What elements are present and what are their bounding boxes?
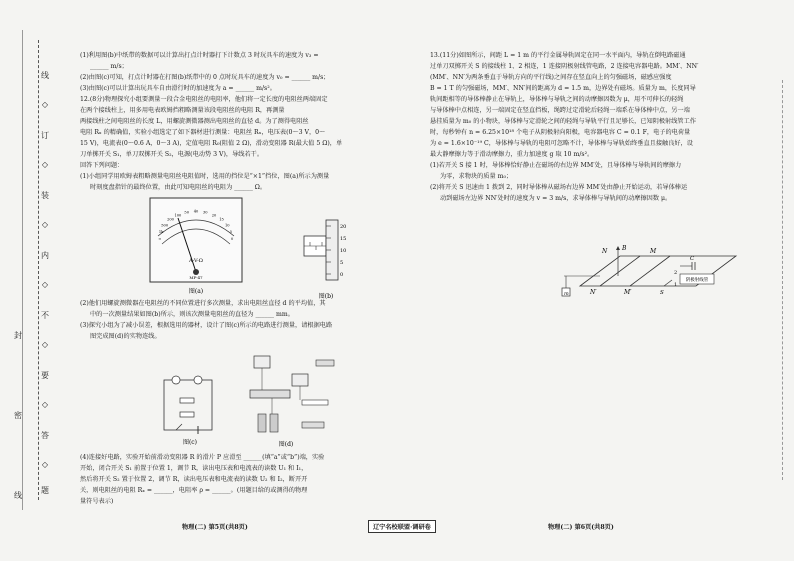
text-line: (1)小组同学用欧姆表粗略测量电阻丝电阻值时，选用的挡位是“×1”挡位，图(a)所示为测量 xyxy=(80,173,330,180)
ohm-tick-label: 100 xyxy=(174,213,182,218)
label-B: B xyxy=(622,245,627,252)
switch-icon xyxy=(176,424,182,430)
text-line: 回答下列问题： xyxy=(80,162,124,169)
battery-device xyxy=(270,414,278,432)
battery-device xyxy=(258,414,266,432)
binding-line xyxy=(38,40,39,500)
switch-s2-device xyxy=(316,360,334,366)
label-Mp: M′ xyxy=(624,289,632,296)
ohm-tick-label: 500 xyxy=(161,223,169,228)
text-line: (3)探究小组为了减小误差，根据选用的器材，设计了图(c)所示的电路进行测量，请根据电路 xyxy=(80,322,333,329)
figure-a-multimeter xyxy=(148,196,244,296)
text-line: (3)由图(c)可以计算出玩具车自由滑行时的加速度为 a = ______ m/s²。 xyxy=(80,85,276,92)
figure-c-circuit xyxy=(158,374,222,446)
outer-line xyxy=(22,30,23,510)
label-1: 1 xyxy=(674,282,678,288)
diamond-icon: ◇ xyxy=(41,340,49,349)
text-line: 12.(8分)物理探究小组要测量一段合金电阻丝的电阻率，他们将一定长度的电阻丝两端固定 xyxy=(80,96,328,103)
text-line: 刀单掷开关 S₁，单刀双掷开关 S₂，电源(电动势 3 V)，导线若干。 xyxy=(80,151,264,158)
ohm-tick-label: 200 xyxy=(167,217,174,222)
meter-model-label: MF-47 xyxy=(189,275,203,280)
label-N: N xyxy=(602,248,608,255)
label-2: 2 xyxy=(674,270,678,276)
resistor-r0-icon xyxy=(180,412,194,417)
text-line: 量符号表示) xyxy=(80,498,114,505)
nn-boundary xyxy=(600,256,640,286)
label-Np: N′ xyxy=(590,289,597,296)
left-column xyxy=(80,50,410,193)
switch-S-icon xyxy=(664,280,672,286)
diamond-icon: ◇ xyxy=(41,220,49,229)
text-line: 两接线柱之间电阻丝的长度 L，用螺旋测微器测出电阻丝的直径 d。为了测得电阻丝 xyxy=(80,118,309,125)
footer-page-right: 物理(二) 第6页(共8页) xyxy=(548,524,614,531)
text-line: (MM′、NN′为两条垂直于导轨方向的平行线)之间存在竖直向上的匀强磁场，磁感应强度 xyxy=(430,74,672,81)
text-line: 图完成图(d)的实物连线。 xyxy=(90,333,161,340)
ohm-tick-label: 20 xyxy=(211,213,217,218)
ammeter-icon xyxy=(194,376,202,384)
binding-char: 装 xyxy=(41,191,49,200)
resistor-rx-icon xyxy=(180,398,194,403)
label-M: M xyxy=(650,248,657,255)
right-column xyxy=(430,50,750,204)
diamond-icon: ◇ xyxy=(41,100,49,109)
text-line: ______ m/s； xyxy=(90,63,128,70)
left-column-part2 xyxy=(80,298,410,342)
outer-char: 线 xyxy=(14,491,22,500)
tube-label: 阴极射线管 xyxy=(685,278,709,283)
text-line: 为零，求物块的质量 m₀； xyxy=(440,173,513,180)
footer-page-left: 物理(二) 第5页(共8页) xyxy=(182,524,248,531)
text-line: (2)他们用螺旋测微器在电阻丝的不同位置进行多次测量，求出电阻丝直径 d 的平均值，其 xyxy=(80,300,326,307)
resistor-device xyxy=(302,400,328,405)
label-C: C xyxy=(690,256,695,262)
outer-char: 封 xyxy=(14,331,22,340)
fig-a-caption: 图(a) xyxy=(188,288,204,295)
binding-char: 不 xyxy=(41,311,49,320)
left-column-part3 xyxy=(80,452,410,507)
figure-b-micrometer xyxy=(298,214,354,300)
thimble-tick-label: 0 xyxy=(340,272,344,278)
binding-char: 答 xyxy=(41,431,49,440)
ohm-tick-label: 1k xyxy=(158,229,164,234)
ohm-tick-label: 10 xyxy=(225,223,230,228)
diamond-icon: ◇ xyxy=(41,400,49,409)
text-line: 电阻 Rₓ 的精确值，实验小组选定了如下器材进行测量：电阻丝 Rₓ，电压表(0～3 V，0～ xyxy=(80,129,326,136)
text-line: 在两个接线柱上，用多用电表欧姆挡粗略测量该段电阻丝的电阻 R，再测量 xyxy=(80,107,285,114)
meter-unit-label: A-V-Ω xyxy=(189,258,203,264)
voltmeter-device xyxy=(254,356,270,368)
thimble-tick-label: 5 xyxy=(340,260,344,266)
text-line: (1)若开关 S 接 1 时，导体棒恰好静止在磁场的右边界 MM′处，且导体棒与导轨间的摩擦力 xyxy=(430,162,682,169)
text-line: 中的一次测量结果如图(b)所示，则该次测量电阻丝的直径为 ______ mm。 xyxy=(90,311,294,318)
text-line: 13.(11分)如图所示，间距 L = 1 m 的平行金属导轨固定在同一水平面内，导轨在倒电路磁通 xyxy=(430,52,686,59)
ohm-tick-label: 40 xyxy=(193,209,199,214)
text-line: 轨间距相等的导体棒静止在导轨上，导体棒与导轨之间的动摩擦因数为 μ，用不可伸长的轻绳 xyxy=(430,96,684,103)
text-line: (4)连接好电路，实验开始前滑动变阻器 R 的滑片 P 应滑至 ______(填“a”或“b”)端，实验 xyxy=(80,454,325,461)
figure-d-apparatus xyxy=(236,352,336,450)
ohm-tick-label: 5 xyxy=(229,229,233,234)
diamond-icon: ◇ xyxy=(41,280,49,289)
footer-brand-stamp: 辽宁名校联盟·调研卷 xyxy=(368,520,436,533)
text-line: (1)利用图(b)中纸带的数据可以计算出打点计时器打下计数点 3 时玩具车的速度为 v₃ = xyxy=(80,52,319,59)
ohm-tick-label: 0 xyxy=(230,237,234,241)
fig-b-caption: 图(b) xyxy=(318,293,334,300)
diamond-icon: ◇ xyxy=(41,160,49,169)
circuit-frame xyxy=(164,380,212,430)
text-line: 过单刀双掷开关 S 的接线柱 1、2 相连，1 连接阴极射线管电路，2 连接电容器电路。MM′、NN′ xyxy=(430,63,699,70)
text-line: 开始，闭合开关 S₁ 前置于位置 1，调节 R，读出电压表和电流表的读数 U₁ 和 I₁， xyxy=(80,465,308,472)
text-line: 最大静摩擦力等于滑动摩擦力，重力加速度 g 取 10 m/s²。 xyxy=(430,151,594,158)
fig-d-caption: 图(d) xyxy=(278,441,294,448)
text-line: B = 1 T 的匀强磁场，MM′、NN′间的距离为 d = 1.5 m，边界处有磁场。质量为 m，长度同导 xyxy=(430,85,696,92)
text-line: 与导体棒中点相连，另一端固定在竖直挡板，绳跨过定滑轮后轻绳一端系在导体棒中点，另一端 xyxy=(430,107,690,114)
label-S: S xyxy=(660,290,664,296)
text-line: 然后将开关 S₂ 置于位置 2，调节 R，读出电压表和电流表的读数 U₂ 和 I₂，断开开 xyxy=(80,476,308,483)
thimble-tick-label: 10 xyxy=(340,248,347,254)
outer-binding xyxy=(14,30,26,510)
binding-char: 题 xyxy=(41,486,49,495)
fig-c-caption: 图(c) xyxy=(182,439,198,446)
text-line: (2)由图(c)可知，打点计时器在打图(b)纸带中的 0 点时玩具车的速度为 v₀ = ______ m/s； xyxy=(80,74,330,81)
text-line: 时，每秒钟有 n = 6.25×10¹⁸ 个电子从阴极射向阳极，电容器电容 C = 0.1 F，电子的电荷量 xyxy=(430,129,691,136)
thimble-tick-label: 15 xyxy=(340,236,347,242)
diamond-icon: ◇ xyxy=(41,460,49,469)
text-line: 15 V)，电流表(0～0.6 A，0～3 A)，定值电阻 R₀(阻值 2 Ω)，滑动变阻器 R(最大值 5 Ω)，单 xyxy=(80,140,343,147)
text-line: 为 e = 1.6×10⁻¹⁹ C，导体棒与导轨的电阻可忽略不计，导体棒与导轨始终垂直且接触良好，设 xyxy=(430,140,693,147)
binding-char: 订 xyxy=(41,131,49,140)
arrow-head-icon xyxy=(616,246,620,250)
label-m: m xyxy=(564,291,569,297)
right-margin xyxy=(778,80,788,480)
outer-char: 密 xyxy=(14,411,22,420)
figure-rails xyxy=(560,236,744,306)
text-line: 关，则电阻丝的电阻 Rₓ = ______，电阻率 ρ = ______。(用题目给的或测得的物理 xyxy=(80,487,308,494)
ohm-tick-label: 50 xyxy=(184,210,189,215)
ammeter-device xyxy=(292,374,308,386)
mm-boundary xyxy=(630,256,670,286)
thimble-tick-label: 20 xyxy=(340,224,347,230)
ohm-tick-label: 15 xyxy=(219,217,224,222)
text-line: (2)将开关 S 迅速由 1 拨到 2，同时导体棒从磁场右边界 MM′处由静止开始运动，若导体棒运 xyxy=(430,184,688,191)
ohm-tick-label: 30 xyxy=(203,210,208,215)
switch-s1-device xyxy=(302,422,324,428)
binding-char: 线 xyxy=(41,71,49,80)
voltmeter-icon xyxy=(172,376,180,384)
binding-char: 要 xyxy=(41,371,49,380)
ohm-tick-label: ∞ xyxy=(158,237,162,241)
text-line: 悬挂质量为 m₀ 的小物块，导体棒与定滑轮之间的轻绳与导轨平行且足够长，已知阴极射线管工作 xyxy=(430,118,696,125)
text-line: 动到磁场左边界 NN′处时的速度为 v = 3 m/s，求导体棒与导轨间的动摩擦因数 μ。 xyxy=(440,195,672,202)
rheostat-device xyxy=(250,390,290,398)
text-line: 时刻度盘指针的最终位置，由此可知电阻丝的电阻为 ______ Ω。 xyxy=(90,184,267,191)
binding-char: 内 xyxy=(41,251,49,260)
